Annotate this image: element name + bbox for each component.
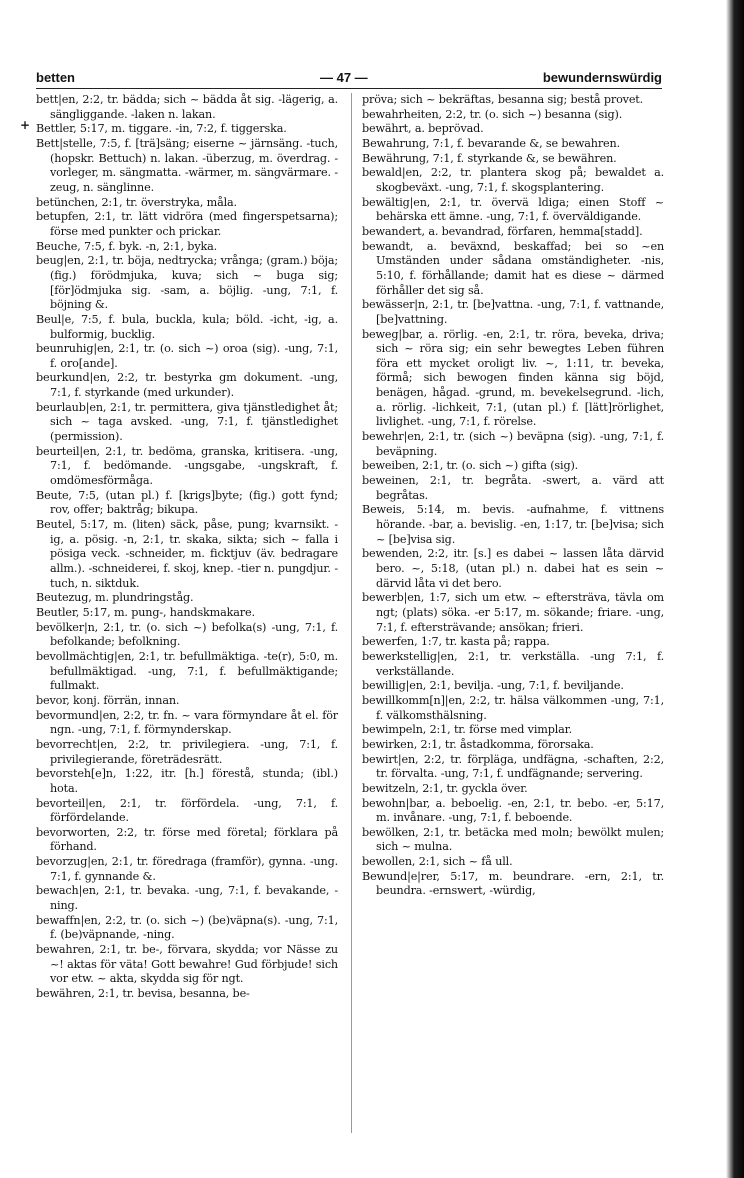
dictionary-entry: beweg|bar, a. rörlig. -en, 2:1, tr. röra, beveka, driva; sich ~ röra sig; ein sehr bewegtes Leben führen föra ett mycket oroligt liv. ~, 1:11, tr. beveka, förmå; sich bewogen finden känna sig böjd, benägen, hågad. -grund, m. bevekelsegrund. -lich, a. rörlig. -lichkeit, 7:1, (utan pl.) f. [lätt]rörlighet, livlighet. -ung, 7:1, f. rörelse. bbox=[362, 327, 664, 429]
dictionary-entry: bevor, konj. förrän, innan. bbox=[36, 693, 180, 707]
dictionary-entry: bewandt, a. beväxnd, beskaffad; bei so ~en Umständen under sådana omständigheter. -nis, 5:10, f. förhållande; damit hat es diese ~ därmed förhåller det sig så. bbox=[362, 239, 664, 297]
column-divider bbox=[351, 93, 352, 1133]
dictionary-entry: bewandert, a. bevandrad, förfaren, hemma[stadd]. bbox=[362, 224, 643, 238]
dictionary-entry: betünchen, 2:1, tr. överstryka, måla. bbox=[36, 195, 237, 209]
dictionary-entry: bewirt|en, 2:2, tr. förpläga, undfägna, -schaften, 2:2, tr. förvalta. -ung, 7:1, f. undfägnande; servering. bbox=[362, 752, 664, 781]
dictionary-entry: beurkund|en, 2:2, tr. bestyrka gm dokument. -ung, 7:1, f. styrkande (med urkunder). bbox=[36, 371, 338, 400]
dictionary-entry: bevorworten, 2:2, tr. förse med företal; förklara på förhand. bbox=[36, 825, 338, 854]
dictionary-entry: bewitzeln, 2:1, tr. gyckla över. bbox=[362, 781, 528, 795]
dictionary-entry: beunruhig|en, 2:1, tr. (o. sich ~) oroa (sig). -ung, 7:1, f. oro[ande]. bbox=[36, 342, 338, 370]
dictionary-entry: bewirken, 2:1, tr. åstadkomma, förorsaka. bbox=[362, 737, 594, 751]
dictionary-entry: Bewahrung, 7:1, f. bevarande &, se bewahren. bbox=[362, 136, 620, 150]
dictionary-entry: bewahren, 2:1, tr. be-, förvara, skydda; vor Nässe zu ~! aktas för väta! Gott bewahre! Gud förbjude! sich vor etw. ~ akta, skydda sig för ngt. bbox=[36, 943, 338, 986]
dictionary-entry: bewerfen, 1:7, tr. kasta på; rappa. bbox=[362, 635, 550, 649]
dictionary-entry: Beutezug, m. plundringståg. bbox=[36, 591, 194, 605]
dictionary-entry: pröva; sich ~ bekräftas, besanna sig; bestå provet. bbox=[362, 93, 644, 106]
page-binding-edge bbox=[726, 0, 744, 1178]
dictionary-entry: Beute, 7:5, (utan pl.) f. [krigs]byte; (fig.) gott fynd; rov, offer; baktråg; bikupa. bbox=[36, 488, 338, 517]
dictionary-entry: bewältig|en, 2:1, tr. övervä ldiga; einen Stoff ~ behärska ett ämne. -ung, 7:1, f. överväldigande. bbox=[362, 195, 664, 224]
dictionary-page bbox=[20, 0, 720, 1178]
dictionary-entry: bewehr|en, 2:1, tr. (sich ~) beväpna (sig). -ung, 7:1, f. beväpning. bbox=[362, 430, 664, 458]
dictionary-entry: bewach|en, 2:1, tr. bevaka. -ung, 7:1, f. bevakande, -ning. bbox=[36, 884, 338, 913]
dictionary-entry: Beul|e, 7:5, f. bula, buckla, kula; böld. -icht, -ig, a. bulformig, bucklig. bbox=[36, 312, 338, 341]
dictionary-entry: beurteil|en, 2:1, tr. bedöma, granska, kritisera. -ung, 7:1, f. bedömande. -ungsgabe, -ungskraft, f. omdömesförmåga. bbox=[36, 444, 338, 488]
page-number: — 47 — bbox=[320, 70, 368, 85]
dictionary-entry: bevölker|n, 2:1, tr. (o. sich ~) befolka(s) -ung, 7:1, f. befolkande; befolkning. bbox=[36, 620, 338, 649]
dictionary-entry: bewerkstellig|en, 2:1, tr. verkställa. -ung 7:1, f. verkställande. bbox=[362, 649, 664, 678]
page-header bbox=[36, 70, 662, 90]
dictionary-entry: bewährt, a. beprövad. bbox=[362, 122, 484, 136]
dictionary-entry: bewaffn|en, 2:2, tr. (o. sich ~) (be)väpna(s). -ung, 7:1, f. (be)väpnande, -ning. bbox=[36, 913, 338, 942]
dictionary-entry: bewölken, 2:1, tr. betäcka med moln; bewölkt mulen; sich ~ mulna. bbox=[362, 825, 664, 854]
dictionary-entry: bewerb|en, 1:7, sich um etw. ~ eftersträva, tävla om ngt; (plats) söka. -er 5:17, m. sökande; friare. -ung, 7:1, f. eftersträvande; ansökan; frieri. bbox=[362, 591, 664, 634]
left-column bbox=[36, 93, 338, 1133]
dictionary-entry: Bett|stelle, 7:5, f. [trä]säng; eiserne ~ järnsäng. -tuch, (hopskr. Bettuch) n. lakan. -überzug, m. överdrag. -vorleger, m. sängmatta. -wärmer, m. sängvärmare. -zeug, n. sänglinne. bbox=[36, 136, 338, 194]
dictionary-entry: beweiben, 2:1, tr. (o. sich ~) gifta (sig). bbox=[362, 459, 579, 473]
dictionary-entry: bewenden, 2:2, itr. [s.] es dabei ~ lassen låta därvid bero. ~, 5:18, (utan pl.) n. dabei hat es sein ~ därvid låta vi det bero. bbox=[362, 547, 664, 590]
dictionary-entry: bewald|en, 2:2, tr. plantera skog på; bewaldet a. skogbeväxt. -ung, 7:1, f. skogsplantering. bbox=[362, 166, 664, 194]
dictionary-entry: bevorteil|en, 2:1, tr. förfördela. -ung, 7:1, f. förfördelande. bbox=[36, 796, 338, 825]
dictionary-entry: bewillig|en, 2:1, bevilja. -ung, 7:1, f. beviljande. bbox=[362, 679, 624, 693]
dictionary-entry: Beuche, 7:5, f. byk. -n, 2:1, byka. bbox=[36, 239, 218, 253]
dictionary-entry: Beweis, 5:14, m. bevis. -aufnahme, f. vittnens hörande. -bar, a. bevislig. -en, 1:17, tr. [be]visa; sich ~ [be]visa sig. bbox=[362, 503, 664, 546]
header-rule bbox=[36, 88, 662, 89]
dictionary-entry: Bewährung, 7:1, f. styrkande &, se bewähren. bbox=[362, 151, 617, 165]
dictionary-entry: bewimpeln, 2:1, tr. förse med vimplar. bbox=[362, 723, 573, 737]
dictionary-entry: bevorsteh[e]n, 1:22, itr. [h.] förestå, stunda; (ibl.) hota. bbox=[36, 767, 338, 795]
dictionary-entry: Beutel, 5:17, m. (liten) säck, påse, pung; kvarnsikt. -ig, a. pösig. -n, 2:1, tr. skaka, sikta; sich ~ falla i pösiga veck. -schneider, m. ficktjuv (äv. bedragare allm.). -schneiderei, f. skoj, knep. -tier n. pungdjur. -tuch, n. siktduk. bbox=[36, 518, 338, 590]
dictionary-entry: bevorzug|en, 2:1, tr. föredraga (framför), gynna. -ung. 7:1, f. gynnande &. bbox=[36, 855, 338, 883]
dictionary-entry: Bewund|e|rer, 5:17, m. beundrare. -ern, 2:1, tr. beundra. -ernswert, -würdig, bbox=[362, 869, 664, 898]
dictionary-entry: Bettler, 5:17, m. tiggare. -in, 7:2, f. tiggerska. bbox=[36, 122, 287, 136]
margin-mark: + bbox=[20, 118, 31, 132]
dictionary-entry: bewahrheiten, 2:2, tr. (o. sich ~) besanna (sig). bbox=[362, 107, 623, 121]
dictionary-entry: beug|en, 2:1, tr. böja, nedtrycka; vrånga; (gram.) böja; (fig.) förödmjuka, kuva; sich ~ buga sig; [för]ödmjuka sig. -sam, a. böjlig. -ung, 7:1, f. böjning &. bbox=[36, 254, 338, 312]
dictionary-entry: bewillkomm[n]|en, 2:2, tr. hälsa välkommen -ung, 7:1, f. välkomsthälsning. bbox=[362, 693, 664, 722]
dictionary-entry: bewollen, 2:1, sich ~ få ull. bbox=[362, 855, 513, 869]
dictionary-entry: Beutler, 5:17, m. pung-, handskmakare. bbox=[36, 605, 255, 619]
dictionary-entry: beurlaub|en, 2:1, tr. permittera, giva tjänstledighet åt; sich ~ taga avsked. -ung, 7:1, f. tjänstledighet (permission). bbox=[36, 400, 338, 444]
dictionary-entry: bewohn|bar, a. beboelig. -en, 2:1, tr. bebo. -er, 5:17, m. invånare. -ung, 7:1, f. beboende. bbox=[362, 796, 664, 825]
dictionary-entry: bevormund|en, 2:2, tr. fn. ~ vara förmyndare åt el. för ngn. -ung, 7:1, f. förmynderskap. bbox=[36, 708, 338, 737]
right-column bbox=[362, 93, 664, 1133]
dictionary-entry: betupfen, 2:1, tr. lätt vidröra (med fingerspetsarna); förse med punkter och prickar. bbox=[36, 210, 338, 238]
dictionary-entry: bewässer|n, 2:1, tr. [be]vattna. -ung, 7:1, f. vattnande, [be]vattning. bbox=[362, 298, 664, 326]
dictionary-entry: bevollmächtig|en, 2:1, tr. befullmäktiga. -te(r), 5:0, m. befullmäktigad. -ung, 7:1, f. befullmäktigande; fullmakt. bbox=[36, 649, 338, 693]
dictionary-entry: bett|en, 2:2, tr. bädda; sich ~ bädda åt sig. -lägerig, a. sängliggande. -laken n. lakan. bbox=[36, 93, 338, 121]
dictionary-entry: beweinen, 2:1, tr. begråta. -swert, a. värd att begråtas. bbox=[362, 474, 664, 502]
header-first-word: betten bbox=[36, 70, 75, 85]
dictionary-entry: bewähren, 2:1, tr. bevisa, besanna, be- bbox=[36, 987, 250, 1001]
dictionary-entry: bevorrecht|en, 2:2, tr. privilegiera. -ung, 7:1, f. privilegierande, företrädesrätt. bbox=[36, 737, 338, 766]
header-last-word: bewundernswürdig bbox=[542, 70, 662, 85]
